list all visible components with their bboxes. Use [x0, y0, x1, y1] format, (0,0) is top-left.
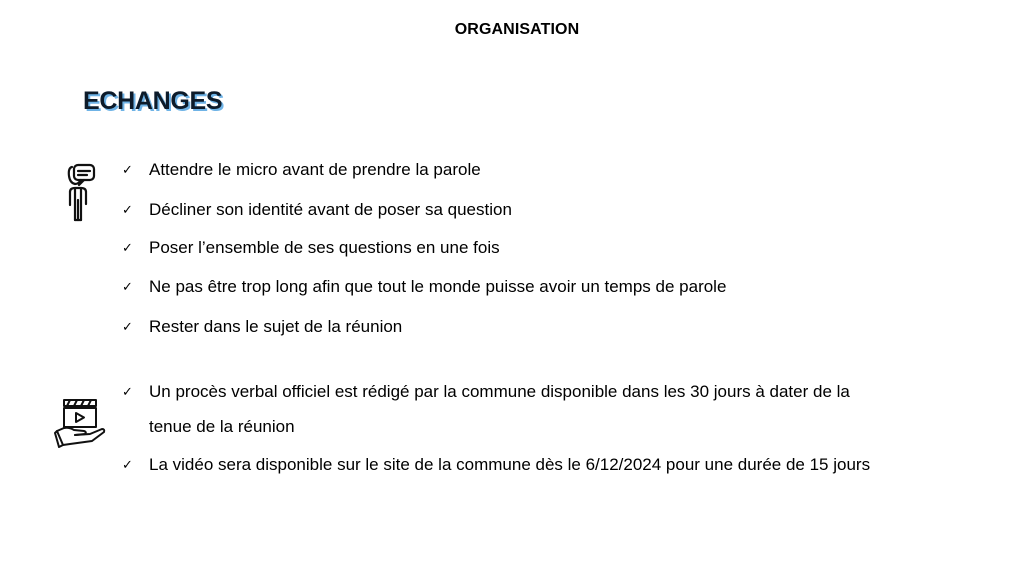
section-title: ECHANGES [83, 87, 223, 115]
check-icon: ✓ [122, 202, 133, 217]
hand-video-player-icon [54, 397, 108, 451]
list-item: ✓ Rester dans le sujet de la réunion [122, 317, 403, 336]
check-icon: ✓ [122, 240, 133, 255]
check-icon: ✓ [122, 384, 133, 399]
check-icon: ✓ [122, 319, 133, 334]
list-item: ✓ La vidéo sera disponible sur le site de la commune dès le 6/12/2024 pour une durée de 15 jours [122, 455, 871, 474]
check-icon: ✓ [122, 162, 133, 177]
list-item-continuation: tenue de la réunion [149, 417, 295, 436]
check-icon: ✓ [122, 279, 133, 294]
check-icon: ✓ [122, 457, 133, 472]
list-item: ✓ Ne pas être trop long afin que tout le monde puisse avoir un temps de parole [122, 277, 727, 296]
list-item: ✓ Un procès verbal officiel est rédigé par la commune disponible dans les 30 jours à dater de la [122, 382, 850, 401]
slide-title: ORGANISATION [454, 21, 580, 38]
list-item: ✓ Poser l’ensemble de ses questions en une fois [122, 238, 500, 257]
person-speech-bubble-icon [62, 162, 98, 222]
list-item: ✓ Attendre le micro avant de prendre la parole [122, 160, 481, 179]
list-item: ✓ Décliner son identité avant de poser sa question [122, 200, 512, 219]
